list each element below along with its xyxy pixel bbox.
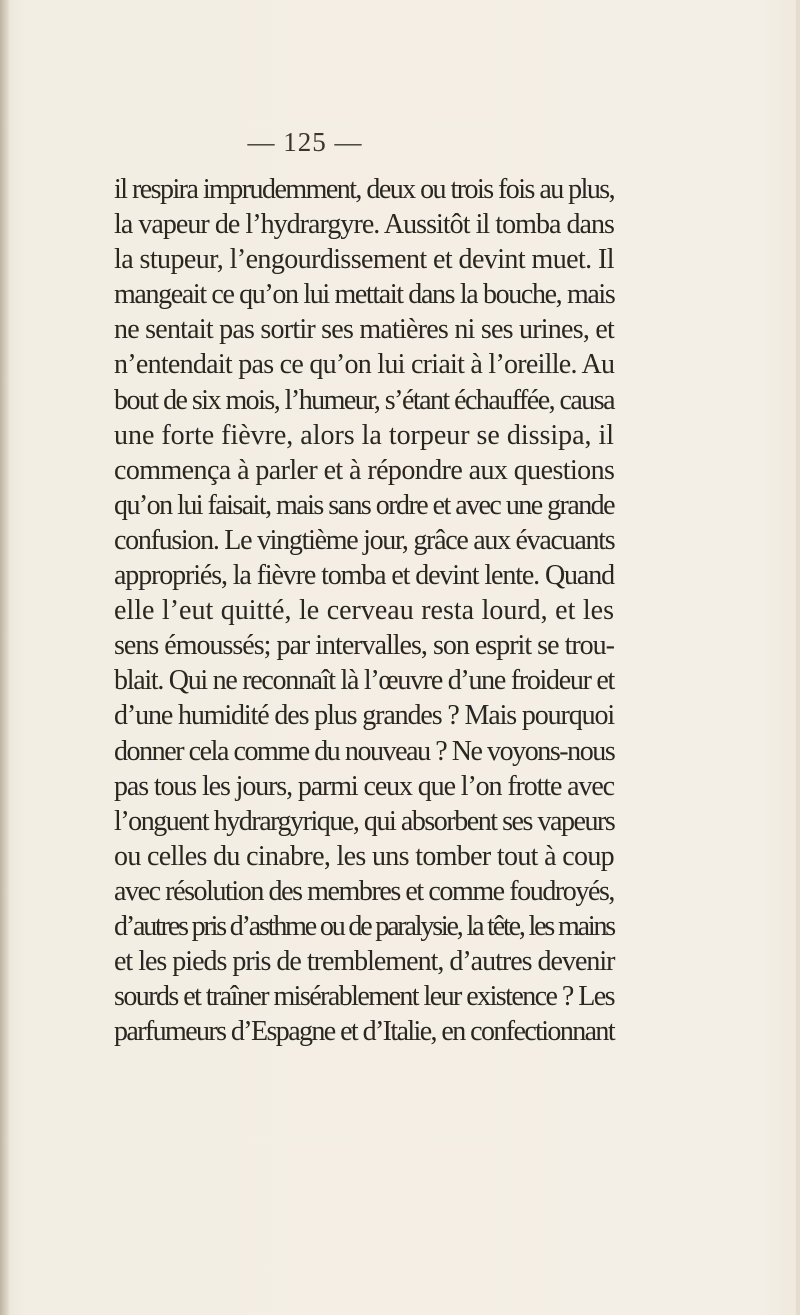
- page-number: — 125 —: [247, 127, 363, 157]
- text-line: ne sentait pas sortir ses matières ni ses urines, et: [114, 314, 614, 346]
- text-line: sourds et traîner misérablement leur existence ? Les: [114, 981, 614, 1013]
- text-line: la vapeur de l’hydrargyre. Aussitôt il tomba dans: [114, 209, 614, 241]
- text-line: l’onguent hydrargyrique, qui absorbent ses vapeurs: [114, 805, 615, 837]
- text-line: la stupeur, l’engourdissement et devint muet. Il: [114, 244, 614, 276]
- text-line: confusion. Le vingtième jour, grâce aux évacuants: [114, 524, 615, 556]
- text-line: sens émoussés; par intervalles, son esprit se trou-: [114, 630, 614, 662]
- text-line: parfumeurs d’Espagne et d’Italie, en confectionnant: [114, 1016, 614, 1048]
- text-line: commença à parler et à répondre aux questions: [114, 454, 615, 486]
- text-line: appropriés, la fièvre tomba et devint lente. Quand: [114, 560, 614, 592]
- page-edge: [796, 0, 800, 1315]
- text-line: mangeait ce qu’on lui mettait dans la bouche, mais: [114, 279, 615, 311]
- text-line: blait. Qui ne reconnaît là l’œuvre d’une froideur et: [114, 665, 614, 697]
- text-line: n’entendait pas ce qu’on lui criait à l’oreille. Au: [114, 349, 615, 381]
- text-line: une forte fièvre, alors la torpeur se dissipa, il: [114, 419, 614, 451]
- text-line: elle l’eut quitté, le cerveau resta lourd, et les: [114, 595, 614, 627]
- text-line: ou celles du cinabre, les uns tomber tout à coup: [114, 840, 614, 872]
- text-line: pas tous les jours, parmi ceux que l’on frotte avec: [114, 770, 614, 802]
- text-line: donner cela comme du nouveau ? Ne voyons-nous: [114, 735, 615, 767]
- text-line: qu’on lui faisait, mais sans ordre et avec une grande: [114, 489, 614, 521]
- body-paragraph: [114, 172, 614, 1049]
- binding-gutter: [0, 0, 10, 1315]
- text-line: et les pieds pris de tremblement, d’autres devenir: [114, 946, 615, 978]
- text-line: d’une humidité des plus grandes ? Mais pourquoi: [114, 700, 614, 732]
- text-line: bout de six mois, l’humeur, s’étant échauffée, causa: [114, 384, 614, 416]
- text-line: d’autres pris d’asthme ou de paralysie, la tête, les mains: [114, 910, 614, 942]
- text-line: avec résolution des membres et comme foudroyés,: [114, 875, 614, 907]
- text-line: il respira imprudemment, deux ou trois fois au plus,: [114, 174, 615, 205]
